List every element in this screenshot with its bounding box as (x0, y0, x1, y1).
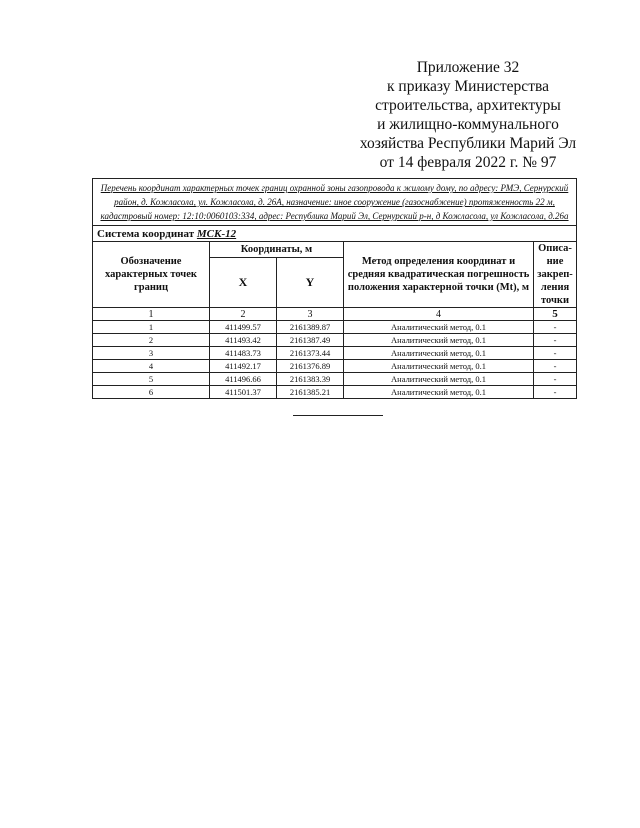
table-caption: Перечень координат характерных точек границ охранной зоны газопровода к жилому дому, по адресу: РМЭ, Сернурский район, д. Кожласола, ул. Кожласола, д. 26А, назначение: иное сооружение (газоснабжение) протяженность 22 м, кадастровый номер: 12:10:0060103:334, адрес: Республика Марий Эл, Сернурский р-н, д Кожласола, ул Кожласола, д.26а (93, 179, 577, 226)
x-cell: 411501.37 (210, 386, 277, 399)
method-cell: Аналитический метод, 0.1 (344, 321, 534, 334)
desc-cell: - (534, 360, 577, 373)
x-cell: 411483.73 (210, 347, 277, 360)
header-line: от 14 февраля 2022 г. № 97 (379, 154, 557, 171)
method-cell: Аналитический метод, 0.1 (344, 360, 534, 373)
column-number: 2 (210, 308, 277, 321)
system-label: Система координат (97, 227, 195, 240)
desc-cell: - (534, 334, 577, 347)
y-cell: 2161389.87 (277, 321, 344, 334)
column-number: 4 (344, 308, 534, 321)
column-numbers-row (93, 308, 577, 321)
point-cell: 5 (93, 373, 210, 386)
y-cell: 2161373.44 (277, 347, 344, 360)
table-row (93, 347, 577, 360)
column-number: 1 (93, 308, 210, 321)
table-row (93, 321, 577, 334)
table-row (93, 386, 577, 399)
col-x-header: X (210, 257, 277, 307)
table-row (93, 360, 577, 373)
point-cell: 2 (93, 334, 210, 347)
coordinates-table (92, 178, 577, 399)
col-coords-header: Координаты, м (210, 242, 344, 258)
appendix-header (340, 58, 596, 172)
desc-cell: - (534, 373, 577, 386)
desc-cell: - (534, 347, 577, 360)
system-value: МСК-12 (196, 227, 237, 240)
method-cell: Аналитический метод, 0.1 (344, 386, 534, 399)
point-cell: 6 (93, 386, 210, 399)
desc-cell: - (534, 321, 577, 334)
header-line: строительства, архитектуры (375, 97, 561, 114)
desc-cell: - (534, 386, 577, 399)
x-cell: 411499.57 (210, 321, 277, 334)
col-point-header: Обозначение характерных точек границ (93, 242, 210, 308)
closing-divider (293, 415, 383, 416)
method-cell: Аналитический метод, 0.1 (344, 347, 534, 360)
x-cell: 411492.17 (210, 360, 277, 373)
method-cell: Аналитический метод, 0.1 (344, 373, 534, 386)
table-row (93, 334, 577, 347)
x-cell: 411496.66 (210, 373, 277, 386)
col-y-header: Y (277, 257, 344, 307)
coordinate-system (93, 226, 577, 242)
col-desc-header: Описа-ние закреп-ления точки (534, 242, 577, 308)
column-number: 3 (277, 308, 344, 321)
header-line: Приложение 32 (416, 59, 520, 76)
point-cell: 1 (93, 321, 210, 334)
point-cell: 4 (93, 360, 210, 373)
y-cell: 2161385.21 (277, 386, 344, 399)
method-cell: Аналитический метод, 0.1 (344, 334, 534, 347)
table-row (93, 373, 577, 386)
header-line: и жилищно-коммунального (377, 116, 559, 133)
col-method-header: Метод определения координат и средняя квадратическая погрешность положения характерной точки (Mt), м (344, 242, 534, 308)
point-cell: 3 (93, 347, 210, 360)
header-line: хозяйства Республики Марий Эл (359, 135, 577, 152)
column-number: 5 (534, 308, 577, 321)
header-line: к приказу Министерства (387, 78, 549, 95)
x-cell: 411493.42 (210, 334, 277, 347)
y-cell: 2161376.89 (277, 360, 344, 373)
y-cell: 2161383.39 (277, 373, 344, 386)
y-cell: 2161387.49 (277, 334, 344, 347)
